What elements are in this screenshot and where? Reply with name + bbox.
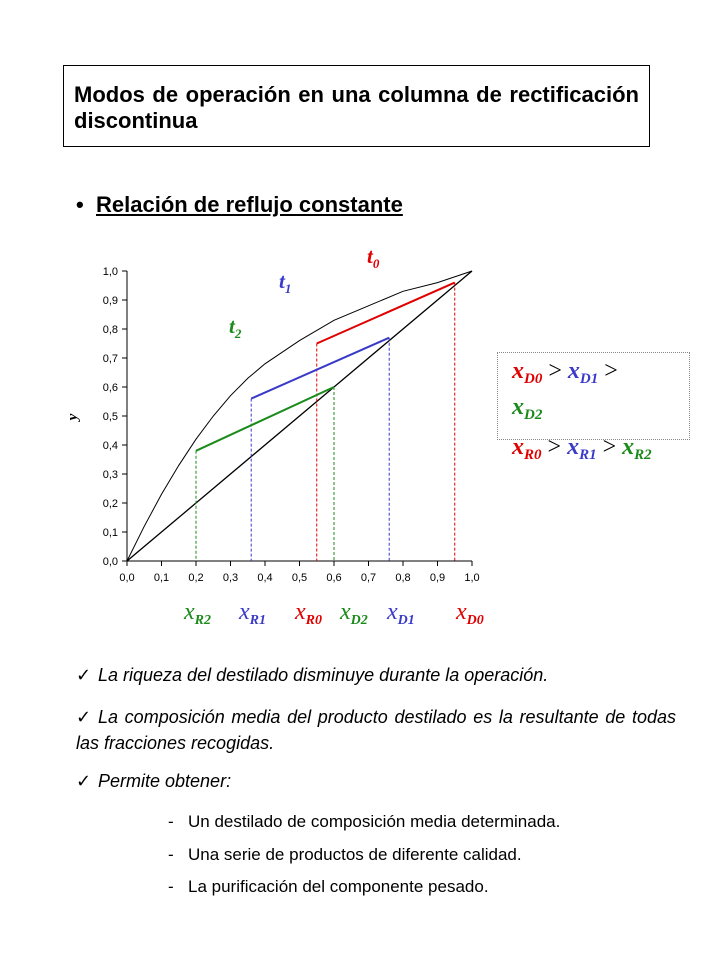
- check-item: [76, 768, 676, 794]
- y-tick-label: 0,9: [102, 295, 118, 307]
- inequality-residue: [512, 433, 652, 469]
- dash-item: [168, 876, 489, 898]
- operating-line-label-t2: $t_2$: [229, 314, 242, 341]
- ineq-gt-1: >: [548, 358, 562, 384]
- x-tick-label: 0,8: [395, 572, 411, 584]
- x-tick-label: 0,9: [429, 572, 446, 584]
- check-text: La composición media del producto destilado es la resultante de todas las fracciones recogidas.: [76, 707, 676, 753]
- x-tick-label: 0,2: [188, 572, 204, 584]
- y-tick-label: 0,6: [102, 382, 118, 394]
- x-tick-label: 0,5: [291, 572, 308, 584]
- check-item: [76, 662, 676, 688]
- ineq-xd0-sub: D0: [524, 371, 543, 387]
- y-tick-label: 0,7: [102, 353, 118, 365]
- ineq-xd2-sub: D2: [524, 407, 543, 423]
- operating-line-label-t0: $t_0$: [367, 244, 380, 271]
- ineq-xd2-var: x: [512, 394, 524, 420]
- y-tick-label: 0,5: [102, 411, 118, 423]
- ineq-xr1-var: x: [567, 434, 580, 460]
- x-annotation-r0: $x_{R0}$: [295, 599, 322, 628]
- check-item: [76, 704, 676, 756]
- x-tick-label: 1,0: [464, 572, 480, 584]
- check-text: La riqueza del destilado disminuye durante la operación.: [98, 665, 549, 685]
- y-tick-label: 0,0: [102, 556, 118, 568]
- check-icon: ✓: [76, 665, 92, 685]
- x-tick-label: 0,3: [222, 572, 239, 584]
- x-tick-label: 0,6: [326, 572, 342, 584]
- ineq-xr0-var: x: [512, 434, 524, 460]
- x-tick-label: 0,7: [360, 572, 377, 584]
- y-axis-label: y: [65, 413, 81, 421]
- dash-icon: -: [168, 845, 174, 864]
- dash-text: Una serie de productos de diferente calidad.: [188, 845, 522, 864]
- x-tick-label: 0,4: [257, 572, 273, 584]
- ineq-xr1-sub: R1: [579, 447, 597, 463]
- dash-text: La purificación del componente pesado.: [188, 877, 489, 896]
- x-tick-label: 0,1: [153, 572, 170, 584]
- y-tick-label: 0,4: [102, 440, 118, 452]
- operating-line-t2: [196, 387, 334, 451]
- check-icon: ✓: [76, 707, 92, 727]
- ineq-xd1-var: x: [567, 358, 580, 384]
- operating-line-t1: [251, 338, 389, 399]
- bullet-dot: •: [76, 192, 84, 217]
- x-annotation-d1: $x_{D1}$: [387, 599, 415, 628]
- y-tick-label: 1,0: [102, 266, 118, 278]
- x-annotation-d0: $x_{D0}$: [456, 599, 484, 628]
- ineq-gt-4: >: [602, 434, 617, 460]
- inequality-distillate: [512, 357, 618, 429]
- check-icon: ✓: [76, 771, 92, 791]
- dash-icon: -: [168, 877, 174, 896]
- x-annotation-r2: $x_{R2}$: [184, 599, 211, 628]
- dash-item: [168, 811, 560, 833]
- ineq-gt-3: >: [547, 434, 562, 460]
- page-title: Modos de operación en una columna de rectificación discontinua: [74, 82, 639, 133]
- ineq-xr2-var: x: [622, 434, 635, 460]
- x-tick-label: 0,0: [119, 572, 135, 584]
- y-tick-label: 0,2: [102, 498, 118, 510]
- y-tick-label: 0,3: [102, 469, 118, 481]
- ineq-xd1-sub: D1: [579, 371, 599, 387]
- y-tick-label: 0,1: [102, 527, 118, 539]
- x-annotation-r1: $x_{R1}$: [239, 599, 266, 628]
- diagonal-line: [127, 271, 472, 561]
- dash-icon: -: [168, 812, 174, 831]
- check-text: Permite obtener:: [98, 771, 232, 791]
- ineq-xd0-var: x: [512, 358, 524, 384]
- ineq-xr2-sub: R2: [634, 447, 652, 463]
- dash-item: [168, 844, 522, 866]
- dash-text: Un destilado de composición media determinada.: [188, 812, 561, 831]
- section-heading-text: Relación de reflujo constante: [96, 192, 403, 217]
- y-tick-label: 0,8: [102, 324, 118, 336]
- ineq-gt-2: >: [604, 358, 618, 384]
- operating-line-label-t1: $t_1$: [279, 269, 292, 296]
- x-annotation-d2: $x_{D2}$: [340, 599, 368, 628]
- ineq-xr0-sub: R0: [524, 447, 542, 463]
- operating-line-t0: [317, 283, 455, 344]
